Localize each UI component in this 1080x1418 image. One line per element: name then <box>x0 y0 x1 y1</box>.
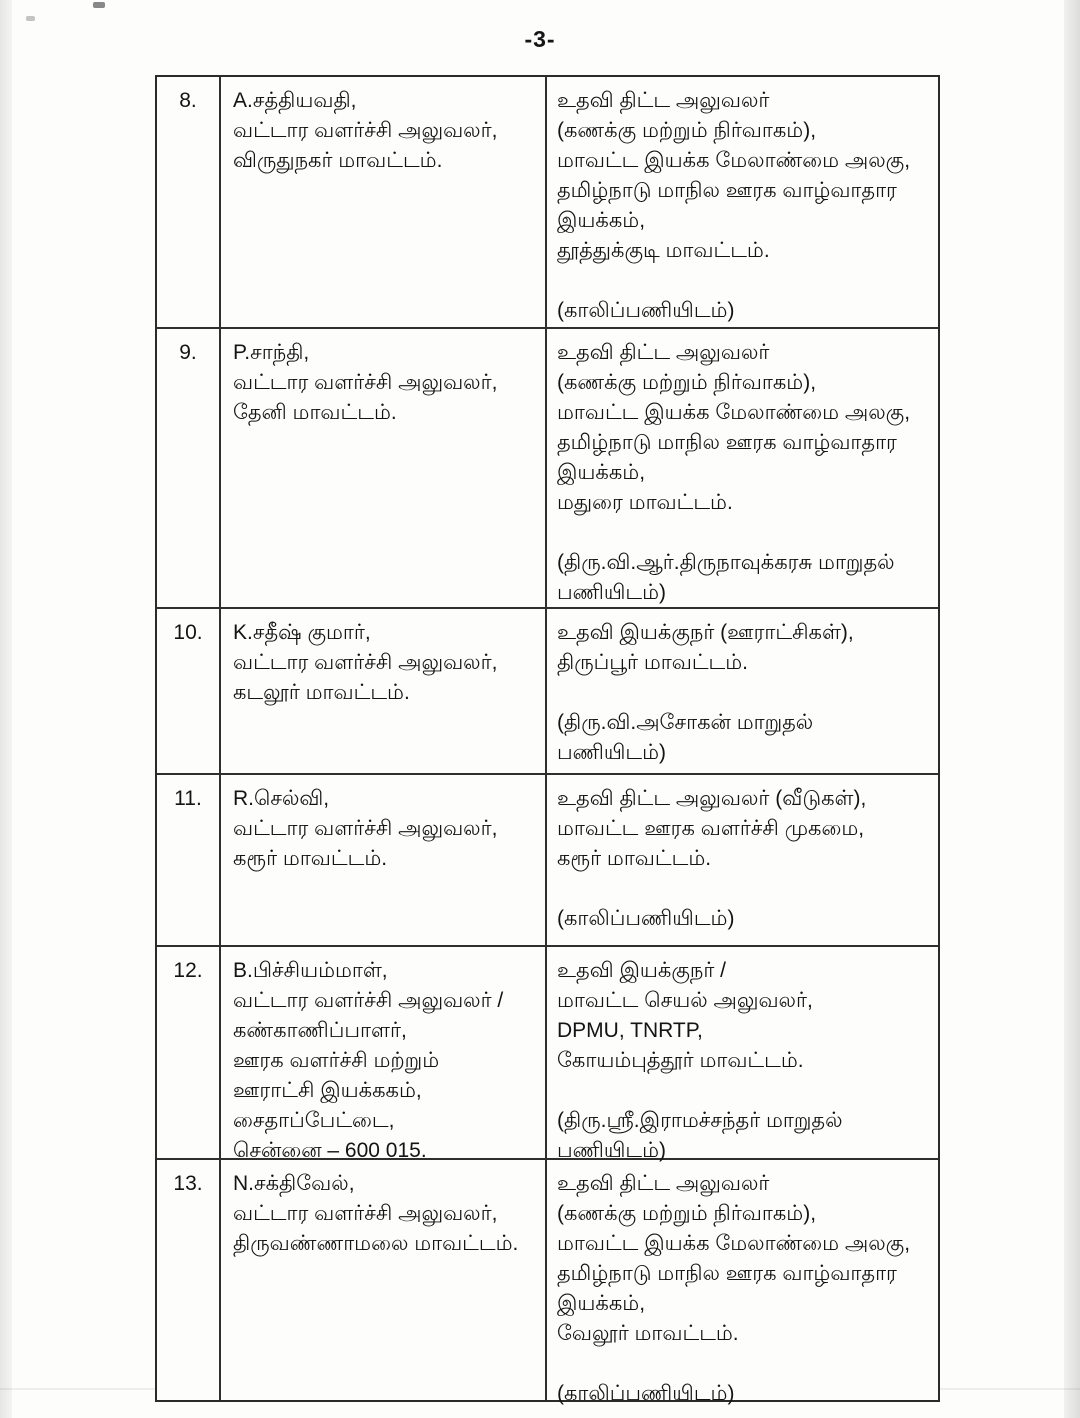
serial-number: 9. <box>179 341 197 364</box>
posting-line: உதவி திட்ட அலுவலர் <box>557 89 770 112</box>
officer-name-line: R.செல்வி, <box>233 787 330 810</box>
serial-number: 11. <box>174 787 202 810</box>
officer-name-line: ஊராட்சி இயக்ககம், <box>233 1079 422 1102</box>
officer-name-line: A.சத்தியவதி, <box>233 89 357 112</box>
officer-name-line: வட்டார வளர்ச்சி அலுவலர், <box>233 1202 498 1225</box>
posting-line: தமிழ்நாடு மாநில ஊரக வாழ்வாதார <box>557 431 897 454</box>
officer-name-cell <box>221 1160 547 1400</box>
posting-line: இயக்கம், <box>557 461 646 484</box>
serial-number-cell <box>157 609 221 773</box>
officer-name-line: கரூர் மாவட்டம். <box>233 847 388 870</box>
officer-name-cell <box>221 947 547 1162</box>
officer-name-cell <box>221 609 547 773</box>
page-number: -3- <box>524 26 556 52</box>
posting-line: மாவட்ட இயக்க மேலாண்மை அலகு, <box>557 149 911 172</box>
posting-line: DPMU, TNRTP, <box>557 1019 703 1042</box>
posting-line: திருப்பூர் மாவட்டம். <box>557 651 748 674</box>
posting-line: (கணக்கு மற்றும் நிர்வாகம்), <box>557 1202 817 1225</box>
posting-line: (திரு.வி.ஆர்.திருநாவுக்கரசு மாறுதல் <box>557 551 895 574</box>
table-row <box>157 1158 938 1405</box>
serial-number-cell <box>157 329 221 607</box>
officer-name-line: வட்டார வளர்ச்சி அலுவலர், <box>233 371 498 394</box>
table-row <box>157 77 938 327</box>
posting-line: தூத்துக்குடி மாவட்டம். <box>557 239 770 262</box>
posting-line <box>557 1076 930 1106</box>
officer-name-line: N.சக்திவேல், <box>233 1172 355 1195</box>
officer-name-line: சைதாப்பேட்டை, <box>233 1109 395 1132</box>
table-row <box>157 773 938 945</box>
scan-artifact-speck <box>26 16 35 21</box>
table-row <box>157 607 938 773</box>
scan-artifact-speck <box>93 2 105 8</box>
scan-edge-right <box>1064 0 1080 1418</box>
posting-line: (கணக்கு மற்றும் நிர்வாகம்), <box>557 119 817 142</box>
table-row <box>157 327 938 607</box>
posting-line: கோயம்புத்தூர் மாவட்டம். <box>557 1049 804 1072</box>
posting-line: பணியிடம்) <box>557 1139 667 1162</box>
officer-name-cell <box>221 775 547 945</box>
officer-name-cell <box>221 77 547 327</box>
officer-name-line: K.சதீஷ் குமார், <box>233 621 371 644</box>
officer-name-line: ஊரக வளர்ச்சி மற்றும் <box>233 1049 440 1072</box>
officer-name-line: கண்காணிப்பாளர், <box>233 1019 407 1042</box>
scan-edge-left <box>0 0 12 1418</box>
posting-line: பணியிடம்) <box>557 741 667 764</box>
posting-line: தமிழ்நாடு மாநில ஊரக வாழ்வாதார <box>557 1262 897 1285</box>
posting-line: (திரு.ஸ்ரீ.இராமச்சந்தர் மாறுதல் <box>557 1109 843 1132</box>
officer-name-line: விருதுநகர் மாவட்டம். <box>233 149 443 172</box>
posting-line <box>557 678 930 708</box>
posting-line <box>557 518 930 548</box>
serial-number-cell <box>157 1160 221 1400</box>
officer-name-line: B.பிச்சியம்மாள், <box>233 959 388 982</box>
posting-cell <box>547 77 938 327</box>
posting-line: பணியிடம்) <box>557 581 667 604</box>
posting-line: உதவி திட்ட அலுவலர் <box>557 1172 770 1195</box>
officer-name-line: தேனி மாவட்டம். <box>233 401 397 424</box>
serial-number: 8. <box>179 89 197 112</box>
posting-line: வேலூர் மாவட்டம். <box>557 1322 739 1345</box>
posting-line: இயக்கம், <box>557 1292 646 1315</box>
posting-line: மாவட்ட இயக்க மேலாண்மை அலகு, <box>557 1232 911 1255</box>
serial-number: 12. <box>173 959 203 982</box>
officer-name-line: வட்டார வளர்ச்சி அலுவலர், <box>233 817 498 840</box>
officer-name-line: P.சாந்தி, <box>233 341 310 364</box>
officer-postings-table <box>155 75 940 1405</box>
officer-name-line: வட்டார வளர்ச்சி அலுவலர், <box>233 119 498 142</box>
officer-name-line: சென்னை – 600 015. <box>233 1139 427 1162</box>
posting-line: உதவி திட்ட அலுவலர் <box>557 341 770 364</box>
posting-line: மாவட்ட இயக்க மேலாண்மை அலகு, <box>557 401 911 424</box>
posting-cell <box>547 947 938 1162</box>
table-row <box>157 945 938 1162</box>
posting-line: மதுரை மாவட்டம். <box>557 491 733 514</box>
serial-number: 10. <box>173 621 203 644</box>
posting-line: உதவி இயக்குநர் / <box>557 959 726 982</box>
posting-line: மாவட்ட ஊரக வளர்ச்சி முகமை, <box>557 817 865 840</box>
officer-name-cell <box>221 329 547 607</box>
serial-number-cell <box>157 947 221 1158</box>
serial-number-cell <box>157 775 221 945</box>
officer-name-line: கடலூர் மாவட்டம். <box>233 681 410 704</box>
serial-number: 13. <box>173 1172 203 1195</box>
posting-line: உதவி திட்ட அலுவலர் (வீடுகள்), <box>557 787 867 810</box>
posting-line: இயக்கம், <box>557 209 646 232</box>
posting-cell <box>547 1160 938 1405</box>
serial-number-cell <box>157 77 221 327</box>
posting-line: (திரு.வி.அசோகன் மாறுதல் <box>557 711 814 734</box>
officer-name-line: வட்டார வளர்ச்சி அலுவலர், <box>233 651 498 674</box>
posting-line: (காலிப்பணியிடம்) <box>557 299 735 322</box>
posting-cell <box>547 775 938 945</box>
posting-line: (காலிப்பணியிடம்) <box>557 1382 735 1405</box>
posting-line: (கணக்கு மற்றும் நிர்வாகம்), <box>557 371 817 394</box>
posting-cell <box>547 609 938 773</box>
posting-cell <box>547 329 938 607</box>
posting-line: (காலிப்பணியிடம்) <box>557 907 735 930</box>
posting-line: உதவி இயக்குநர் (ஊராட்சிகள்), <box>557 621 854 644</box>
posting-line: தமிழ்நாடு மாநில ஊரக வாழ்வாதார <box>557 179 897 202</box>
posting-line: மாவட்ட செயல் அலுவலர், <box>557 989 813 1012</box>
officer-name-line: வட்டார வளர்ச்சி அலுவலர் / <box>233 989 504 1012</box>
officer-name-line: திருவண்ணாமலை மாவட்டம். <box>233 1232 519 1255</box>
posting-line <box>557 1349 930 1379</box>
posting-line <box>557 874 930 904</box>
posting-line: கரூர் மாவட்டம். <box>557 847 712 870</box>
posting-line <box>557 266 930 296</box>
